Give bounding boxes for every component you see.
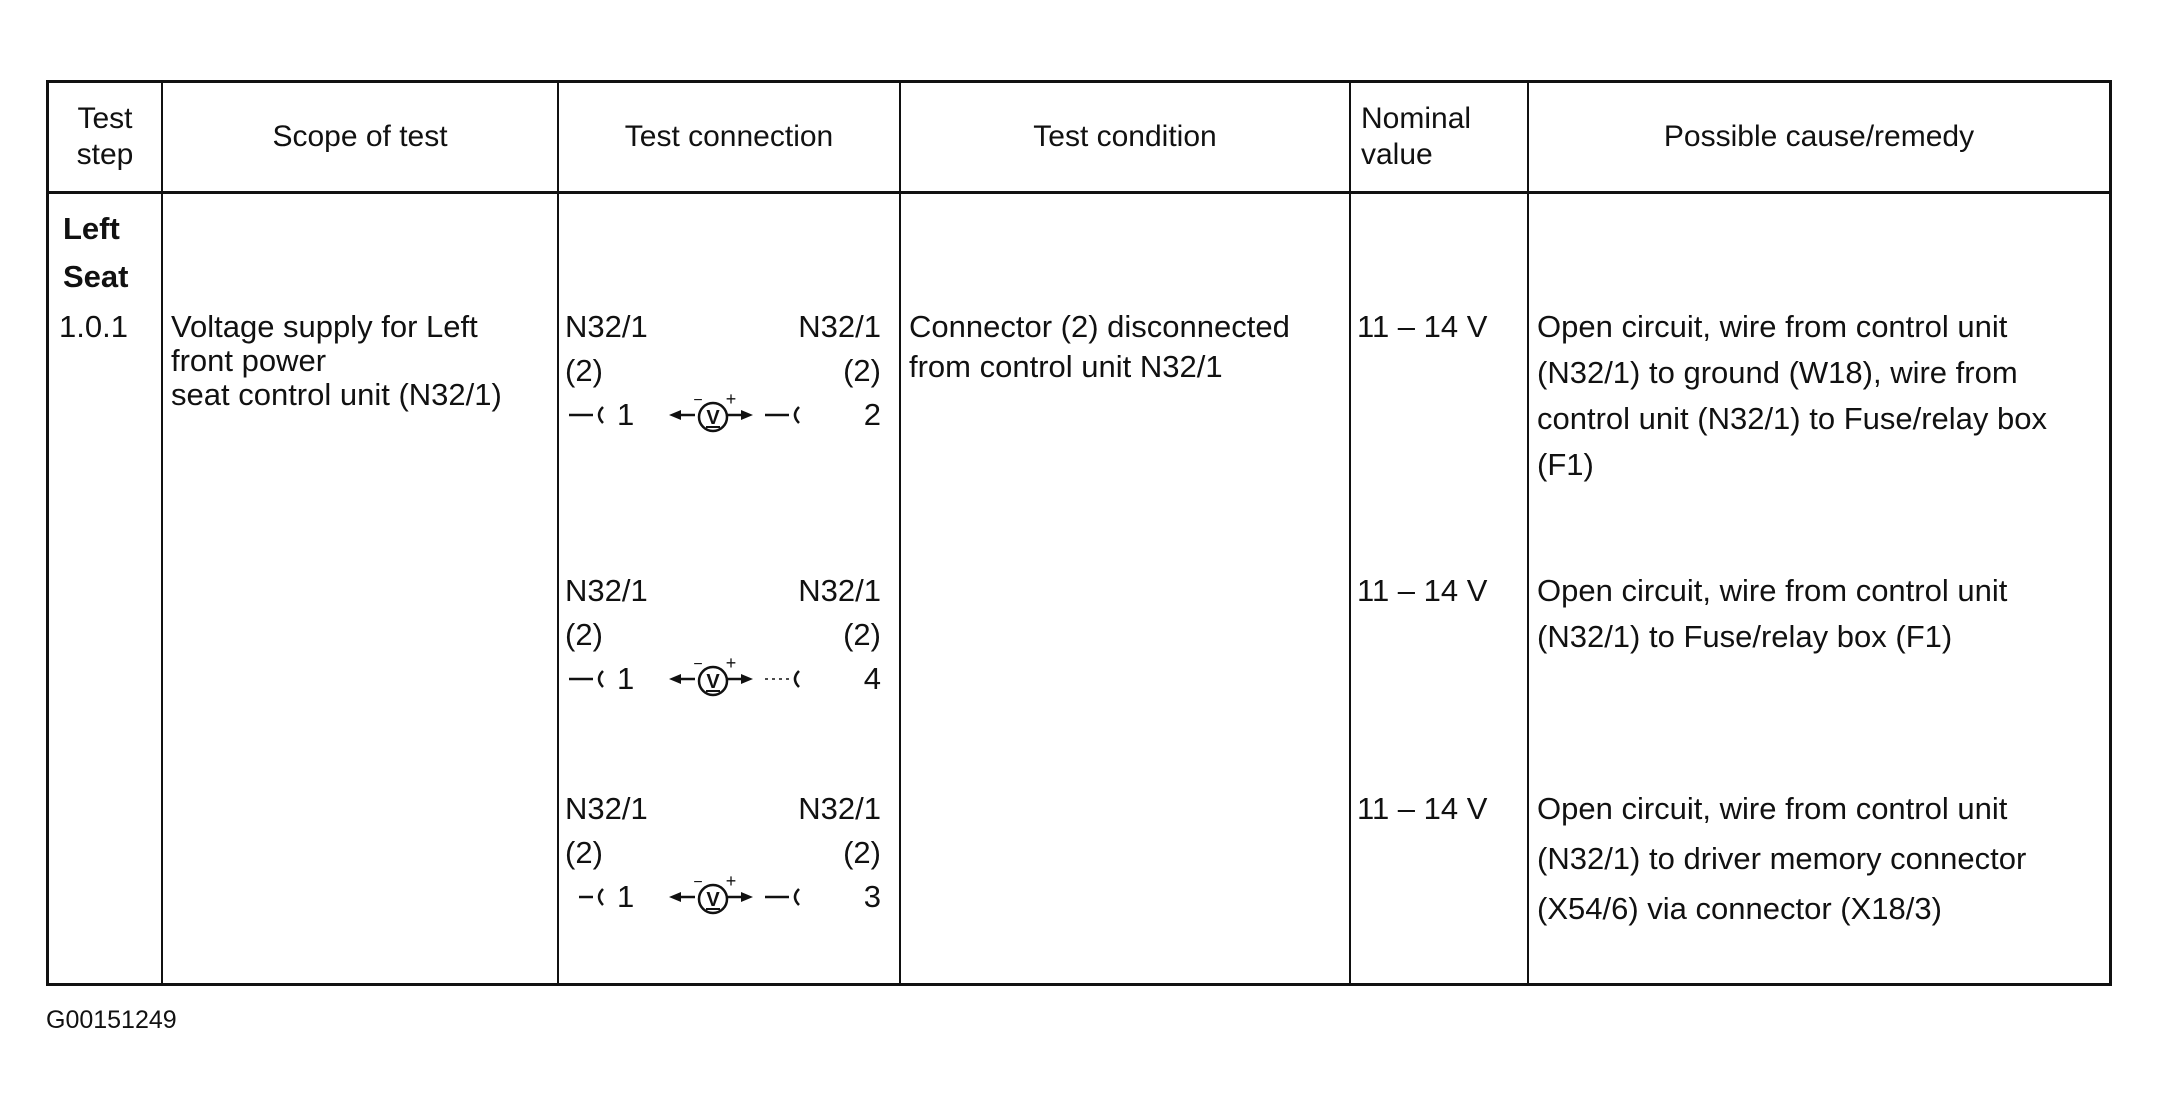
header-condition: Test condition	[1033, 120, 1217, 153]
condition-line2: from control unit N32/1	[909, 349, 1223, 384]
right-connector: (2)	[843, 617, 881, 652]
header-connection: Test connection	[624, 120, 834, 153]
remedy-3-line3: (X54/6) via connector (X18/3)	[1537, 891, 1942, 926]
remedy-2-line2: (N32/1) to Fuse/relay box (F1)	[1537, 619, 1953, 654]
scope-line1: Voltage supply for Left	[171, 309, 478, 344]
left-plug-icon	[569, 671, 603, 687]
right-plug-icon	[765, 671, 799, 687]
condition-line1: Connector (2) disconnected	[909, 309, 1290, 344]
column-divider	[1527, 83, 1529, 983]
left-connector: (2)	[565, 617, 603, 652]
test-connection-3	[565, 787, 887, 917]
left-plug-icon	[579, 889, 603, 905]
left-unit: N32/1	[565, 791, 648, 826]
remedy-1-line3: control unit (N32/1) to Fuse/relay box	[1537, 401, 2048, 436]
right-pin: 4	[863, 661, 881, 696]
header-divider	[49, 191, 2109, 194]
remedy-1-line4: (F1)	[1537, 447, 1594, 482]
scope-line2: front power	[171, 343, 327, 378]
remedy-2-line1: Open circuit, wire from control unit	[1537, 573, 2008, 608]
header-test-step-line2: step	[76, 138, 134, 171]
remedy-1-line2: (N32/1) to ground (W18), wire from	[1537, 355, 2018, 390]
left-unit: N32/1	[565, 573, 648, 608]
remedy-3-line1: Open circuit, wire from control unit	[1537, 791, 2008, 826]
left-pin: 1	[617, 397, 635, 432]
right-unit: N32/1	[798, 573, 881, 608]
column-divider	[899, 83, 901, 983]
test-connection-1	[565, 305, 887, 435]
svg-text:−: −	[693, 875, 703, 891]
left-pin: 1	[617, 879, 635, 914]
left-pin: 1	[617, 661, 635, 696]
voltmeter-icon	[669, 393, 753, 431]
header-nominal-line1: Nominal	[1361, 102, 1472, 135]
remedy-3-line2: (N32/1) to driver memory connector	[1537, 841, 2027, 876]
nominal-value-3: 11 – 14 V	[1357, 791, 1488, 826]
nominal-value-1: 11 – 14 V	[1357, 309, 1488, 344]
svg-text:V: V	[706, 407, 720, 429]
right-connector: (2)	[843, 353, 881, 388]
column-divider	[161, 83, 163, 983]
right-unit: N32/1	[798, 309, 881, 344]
section-label-line2: Seat	[63, 259, 129, 294]
right-plug-icon	[765, 889, 799, 905]
voltmeter-icon	[669, 875, 753, 913]
svg-text:+: +	[725, 875, 737, 891]
svg-text:−: −	[693, 657, 703, 673]
column-divider	[1349, 83, 1351, 983]
left-plug-icon	[569, 407, 603, 423]
left-unit: N32/1	[565, 309, 648, 344]
scope-line3: seat control unit (N32/1)	[171, 377, 502, 412]
right-plug-icon	[765, 407, 799, 423]
test-table	[46, 80, 2112, 986]
column-divider	[557, 83, 559, 983]
voltmeter-diagram	[565, 875, 887, 919]
figure-id: G00151249	[46, 1006, 177, 1034]
header-nominal	[1351, 83, 1527, 191]
voltmeter-diagram	[565, 657, 887, 701]
right-connector: (2)	[843, 835, 881, 870]
left-connector: (2)	[565, 835, 603, 870]
header-test-step-line1: Test	[77, 102, 133, 135]
step-number: 1.0.1	[59, 309, 128, 344]
header-nominal-line2: value	[1361, 138, 1433, 171]
left-connector: (2)	[565, 353, 603, 388]
header-remedy: Possible cause/remedy	[1663, 120, 1975, 153]
voltmeter-icon	[669, 657, 753, 695]
right-unit: N32/1	[798, 791, 881, 826]
voltmeter-diagram	[565, 393, 887, 437]
remedy-1-line1: Open circuit, wire from control unit	[1537, 309, 2008, 344]
svg-text:V: V	[706, 671, 720, 693]
svg-text:V: V	[706, 889, 720, 911]
header-scope: Scope of test	[272, 120, 448, 153]
right-pin: 3	[863, 879, 881, 914]
nominal-value-2: 11 – 14 V	[1357, 573, 1488, 608]
svg-text:+: +	[725, 657, 737, 673]
right-pin: 2	[863, 397, 881, 432]
svg-text:+: +	[725, 393, 737, 409]
section-label-line1: Left	[63, 211, 120, 246]
test-connection-2	[565, 569, 887, 699]
header-test-step	[49, 83, 161, 191]
svg-text:−: −	[693, 393, 703, 409]
